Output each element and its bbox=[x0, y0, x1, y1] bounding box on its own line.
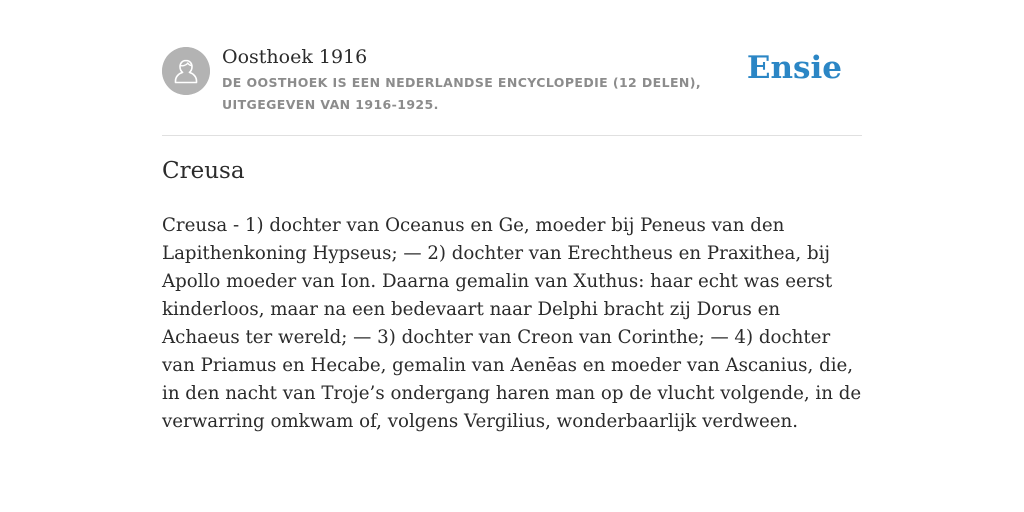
person-icon bbox=[162, 47, 210, 95]
entry-body: Creusa - 1) dochter van Oceanus en Ge, moeder bij Peneus van den Lapithenkoning Hypseus; — 2) dochter van Erechtheus en Praxithea, bij Apollo moeder van Ion. Daarna gemalin van Xuthus: haar echt was eerst kinderloos, maar na een bedevaart naar Delphi bracht zij Dorus en Achaeus ter wereld; — 3) dochter van Creon van Corinthe; — 4) dochter van Priamus en Hecabe, gemalin van Aenēas en moeder van Ascanius, die, in den nacht van Troje’s ondergang haren man op de vlucht volgende, in de verwarring omkwam of, volgens Vergilius, wonderbaarlijk verdween. bbox=[162, 215, 862, 432]
source-title[interactable]: Oosthoek 1916 bbox=[222, 46, 368, 68]
page-container bbox=[162, 0, 862, 432]
entry-title: Creusa bbox=[162, 158, 245, 184]
source-header bbox=[162, 0, 862, 136]
ensie-logo-link[interactable]: Ensie bbox=[746, 50, 842, 86]
source-description: DE OOSTHOEK IS EEN NEDERLANDSE ENCYCLOPEDIE (12 DELEN), UITGEGEVEN VAN 1916-1925. bbox=[222, 75, 702, 112]
user-avatar-icon[interactable] bbox=[162, 47, 210, 95]
